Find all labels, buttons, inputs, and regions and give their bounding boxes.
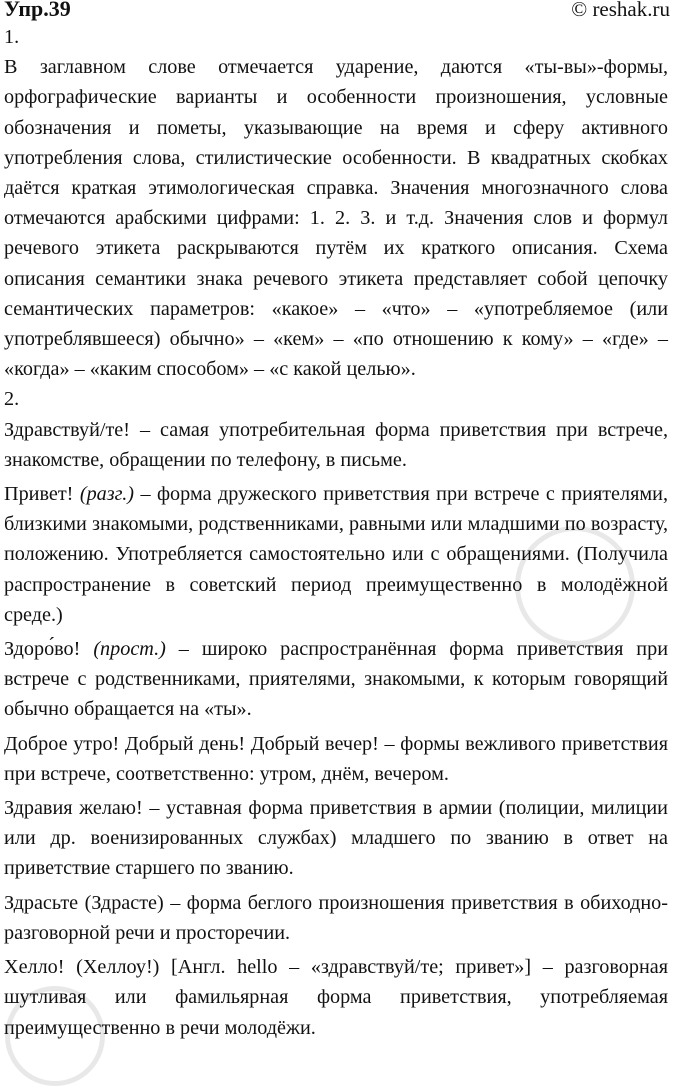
entry-text: – широко распространённая форма приветствия при встрече с родственниками, приятелями, знакомыми, к которым говорящий обычно обращается на «ты».	[4, 638, 668, 721]
entry-hello	[4, 952, 668, 1043]
page-header	[0, 0, 676, 22]
entry-text: – уставная форма приветствия в армии (полиции, милиции или др. военизированных службах) младшего по званию в ответ на приветствие старшего по званию.	[4, 797, 668, 880]
entry-note: (прост.)	[93, 638, 166, 661]
section-2-number: 2.	[4, 388, 20, 411]
entry-zdorovo	[4, 634, 668, 725]
entry-word: Здоро́во!	[4, 638, 94, 661]
section-1-number: 1.	[4, 26, 20, 48]
site-credit: © reshak.ru	[571, 0, 670, 21]
document-body	[0, 22, 676, 1043]
entry-text: – формы вежливого приветствия при встрече, соответственно: утром, днём, вечером.	[4, 732, 668, 785]
entry-text: – форма дружеского приветствия при встрече с приятелями, близкими знакомыми, родственниками, равными или младшими по возрасту, положению. Употребляется самостоятельно или с обращениями. (Получила распространение в советский период преимущественно в молодёжной среде.)	[4, 483, 668, 626]
section-1-text: В заглавном слове отмечается ударение, даются «ты-вы»-формы, орфографические варианты и особенности произношения, условные обозначения и пометы, указывающие на время и сферу активного употребления слова, стилистические особенности. В квадратных скобках даётся краткая этимологическая справка. Значения многозначного слова отмечаются арабскими цифрами: 1. 2. 3. и т.д. Значения слов и формул речевого этикета раскрываются путём их краткого описания. Схема описания семантики знака речевого этикета представляет собой цепочку семантических параметров: «какое» – «что» – «употребляемое (или употреблявшееся) обычно» – «кем» – «по отношению к кому» – «где» – «когда» – «каким способом» – «с какой целью».	[4, 56, 668, 381]
entry-note: (разг.)	[79, 483, 135, 506]
entry-privet	[4, 479, 668, 630]
entry-text: [Англ. hello – «здравствуй/те; привет»] – разговорная шутливая или фамильярная форма приветствия, употребляемая преимущественно в речи молодёжи.	[4, 956, 668, 1039]
entry-word: Здрасьте (Здрасте)	[4, 891, 164, 914]
entry-word: Здравия желаю!	[4, 797, 143, 820]
entry-word: Доброе утро! Добрый день! Добрый вечер!	[4, 732, 379, 755]
entry-word: Здравствуй/те!	[4, 418, 130, 441]
entry-text: – форма беглого произношения приветствия в обиходно-разговорной речи и просторечии.	[4, 891, 668, 944]
entry-zdravstvuy	[4, 415, 668, 475]
entry-dobroe-utro	[4, 729, 668, 789]
entry-word: Привет!	[4, 483, 80, 506]
entry-word: Хелло! (Хеллоу!)	[4, 956, 160, 979]
entry-zdraste	[4, 888, 668, 948]
entry-text: – самая употребительная форма приветствия при встрече, знакомстве, обращении по телефону, в письме.	[4, 418, 668, 471]
exercise-title: Упр.39	[4, 0, 71, 21]
entry-zdraviya-zhelayu	[4, 793, 668, 884]
